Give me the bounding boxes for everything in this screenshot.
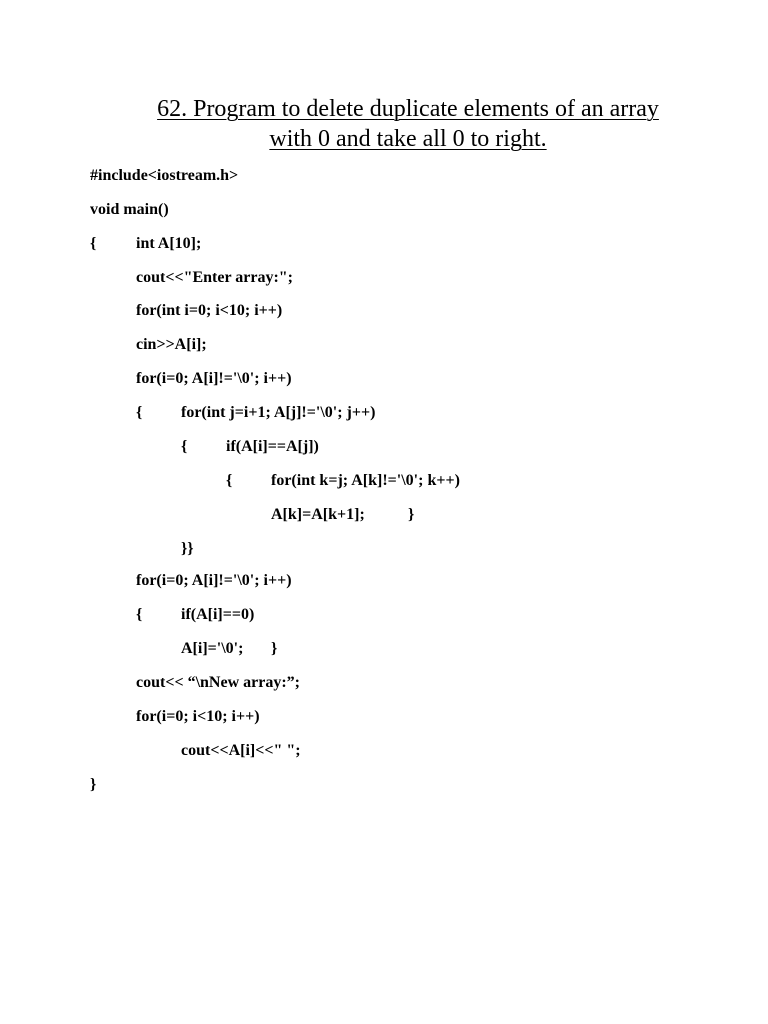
- code-brace-close-main: }: [90, 776, 97, 793]
- code-include: #include<iostream.h>: [90, 167, 239, 184]
- code-cin-statement: cin>>A[i];: [136, 336, 207, 353]
- code-for-shift-loop: for(int k=j; A[k]!='\0'; k++): [271, 472, 460, 489]
- code-for-outer-loop: for(i=0; A[i]!='\0'; i++): [136, 370, 292, 387]
- code-new-array-output: cout<< “\nNew array:”;: [136, 674, 300, 691]
- code-brace-close-zero: }: [271, 640, 278, 657]
- document-title-line-2: with 0 and take all 0 to right.: [269, 126, 547, 152]
- code-brace-outer: {: [136, 404, 143, 421]
- code-array-declaration: int A[10];: [136, 235, 202, 252]
- code-for-print-loop: for(i=0; i<10; i++): [136, 708, 260, 725]
- document-title-line-1: 62. Program to delete duplicate elements of an array: [157, 96, 659, 122]
- code-brace-if: {: [226, 472, 233, 489]
- code-brace-close-shift: }: [408, 506, 415, 523]
- code-if-zero: if(A[i]==0): [181, 606, 255, 623]
- code-for-input-loop: for(int i=0; i<10; i++): [136, 302, 283, 319]
- code-shift-assignment: A[k]=A[k+1];: [271, 506, 365, 523]
- code-if-equal: if(A[i]==A[j]): [226, 438, 319, 455]
- code-brace-zero: {: [136, 606, 143, 623]
- code-print-element: cout<<A[i]<<" ";: [181, 742, 301, 759]
- code-for-zero-loop: for(i=0; A[i]!='\0'; i++): [136, 572, 292, 589]
- code-main-declaration: void main(): [90, 201, 169, 218]
- code-assign-null: A[i]='\0';: [181, 640, 244, 657]
- code-double-close-brace: }}: [181, 540, 194, 557]
- code-for-inner-loop: for(int j=i+1; A[j]!='\0'; j++): [181, 404, 376, 421]
- code-brace-inner: {: [181, 438, 188, 455]
- code-brace-open-main: {: [90, 235, 97, 252]
- code-prompt-output: cout<<"Enter array:";: [136, 269, 293, 286]
